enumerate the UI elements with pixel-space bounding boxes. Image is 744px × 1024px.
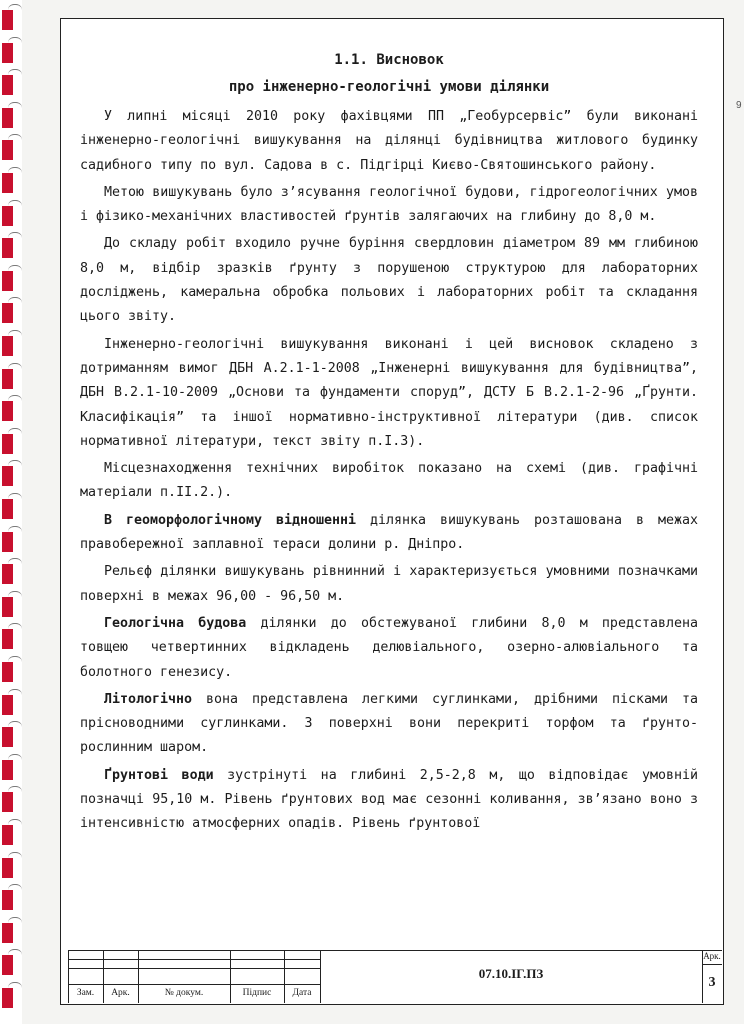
binding-tab bbox=[2, 401, 13, 421]
binding-tab bbox=[2, 760, 13, 780]
binding-ring bbox=[8, 69, 22, 76]
binding-tab bbox=[2, 825, 13, 845]
column-label-ark: Арк. bbox=[111, 988, 130, 998]
binding-ring bbox=[8, 102, 22, 109]
paragraph-lead-term: Геологічна будова bbox=[104, 615, 247, 631]
document-body bbox=[80, 48, 698, 840]
binding-tab bbox=[2, 369, 13, 389]
binding-tab bbox=[2, 75, 13, 95]
binding-tab bbox=[2, 466, 13, 486]
binding-tab bbox=[2, 434, 13, 454]
paragraph-text: ділянка вишукувань розташована в межах правобережної заплавної тераси долини р. Дніпро. bbox=[80, 512, 698, 553]
binding-tab bbox=[2, 532, 13, 552]
binding-tab bbox=[2, 10, 13, 30]
paragraph-text: зустрінуті на глибині 2,5-2,8 м, що відповідає умовній позначці 95,10 м. Рівень ґрунтових вод має сезонні коливання, зв’язано воно з інтенсивністю атмосферних опадів. Рівень ґрунтової bbox=[80, 767, 698, 832]
binding-tab bbox=[2, 923, 13, 943]
binding-ring bbox=[8, 558, 22, 565]
column-label-doc-number: № докум. bbox=[164, 988, 204, 998]
binding-tab bbox=[2, 858, 13, 878]
body-paragraph bbox=[80, 688, 698, 761]
binding-tab bbox=[2, 173, 13, 193]
body-paragraph bbox=[80, 181, 698, 230]
sheet-number: 3 bbox=[708, 975, 716, 990]
paragraph-list bbox=[80, 105, 698, 837]
binding-ring bbox=[8, 37, 22, 44]
body-paragraph bbox=[80, 764, 698, 837]
binding-ring bbox=[8, 460, 22, 467]
paragraph-text: У липні місяці 2010 року фахівцями ПП „Геобурсервіс” були виконані інженерно-геологічні вишукування на ділянці будівництва житлового будинку садибного типу по вул. Садова в с. Підгірці Києво-Святошинського району. bbox=[80, 109, 698, 173]
binding-ring bbox=[8, 363, 22, 370]
binding-tab bbox=[2, 206, 13, 226]
binding-ring bbox=[8, 526, 22, 533]
title-block bbox=[68, 950, 722, 1003]
body-paragraph bbox=[80, 612, 698, 685]
section-subheading: про інженерно-геологічні умови ділянки bbox=[228, 79, 550, 95]
binding-ring bbox=[8, 330, 22, 337]
column-label-zam: Зам. bbox=[76, 988, 95, 998]
body-paragraph bbox=[80, 509, 698, 558]
binding-ring bbox=[8, 134, 22, 141]
binding-tab bbox=[2, 597, 13, 617]
binding-tab bbox=[2, 303, 13, 323]
paragraph-text: Місцезнаходження технічних виробіток показано на схемі (див. графічні матеріали п.ІІ.2.). bbox=[80, 461, 698, 501]
column-label-date: Дата bbox=[292, 988, 312, 998]
binding-tab bbox=[2, 43, 13, 63]
paragraph-text: вона представлена легкими суглинками, дрібними пісками та прісноводними суглинками. З поверхні вони перекриті торфом та ґрунто-рослинним шаром. bbox=[80, 691, 698, 756]
binding-strip bbox=[0, 0, 22, 1024]
paragraph-lead-term: Ґрунтові води bbox=[104, 767, 214, 783]
paragraph-text: Інженерно-геологічні вишукування виконані і цей висновок складено з дотриманням вимог ДБН А.2.1-1-2008 „Інженерні вишукування для будівництва”, ДБН В.2.1-10-2009 „Основи та фундаменти споруд”, ДСТУ Б В.2.1-2-96 „Ґрунти. Класифікація” та іншої нормативно-інструктивної літератури (див. список нормативної літератури, текст звіту п.І.3). bbox=[80, 336, 698, 449]
binding-tab bbox=[2, 695, 13, 715]
sheet-label: Арк. bbox=[703, 951, 721, 961]
binding-ring bbox=[8, 689, 22, 696]
binding-ring bbox=[8, 167, 22, 174]
binding-ring bbox=[8, 754, 22, 761]
binding-ring bbox=[8, 852, 22, 859]
binding-tab bbox=[2, 336, 13, 356]
column-label-signature: Підпис bbox=[242, 988, 272, 998]
body-paragraph bbox=[80, 560, 698, 609]
binding-ring bbox=[8, 917, 22, 924]
binding-ring bbox=[8, 721, 22, 728]
binding-ring bbox=[8, 232, 22, 239]
page-edge-fragment: 9 bbox=[736, 100, 742, 111]
binding-ring bbox=[8, 786, 22, 793]
binding-ring bbox=[8, 623, 22, 630]
body-paragraph bbox=[80, 333, 698, 454]
binding-tab bbox=[2, 238, 13, 258]
binding-tab bbox=[2, 271, 13, 291]
binding-ring bbox=[8, 4, 22, 11]
binding-tab bbox=[2, 499, 13, 519]
document-code: 07.10.ІГ.ПЗ bbox=[478, 966, 544, 981]
binding-ring bbox=[8, 949, 22, 956]
body-paragraph bbox=[80, 232, 698, 329]
binding-ring bbox=[8, 297, 22, 304]
body-paragraph bbox=[80, 457, 698, 506]
section-heading: 1.1. Висновок bbox=[334, 52, 444, 68]
binding-tab bbox=[2, 727, 13, 747]
binding-tab bbox=[2, 890, 13, 910]
binding-ring bbox=[8, 982, 22, 989]
paragraph-text: До складу робіт входило ручне буріння свердловин діаметром 89 мм глибиною 8,0 м, відбір зразків ґрунту з порушеною структурою для лабораторних досліджень, камеральна обробка польових і лабораторних робіт та складання цього звіту. bbox=[80, 236, 698, 325]
binding-ring bbox=[8, 656, 22, 663]
binding-tab bbox=[2, 988, 13, 1008]
binding-ring bbox=[8, 265, 22, 272]
binding-tab bbox=[2, 629, 13, 649]
binding-ring bbox=[8, 395, 22, 402]
binding-tab bbox=[2, 955, 13, 975]
paragraph-text: Рельєф ділянки вишукувань рівнинний і характеризується умовними позначками поверхні в межах 96,00 - 96,50 м. bbox=[80, 564, 698, 604]
binding-tab bbox=[2, 140, 13, 160]
binding-tab bbox=[2, 792, 13, 812]
binding-ring bbox=[8, 493, 22, 500]
binding-ring bbox=[8, 200, 22, 207]
body-paragraph bbox=[80, 105, 698, 178]
paragraph-lead-term: Літологічно bbox=[104, 691, 193, 707]
binding-ring bbox=[8, 428, 22, 435]
binding-tab bbox=[2, 108, 13, 128]
paragraph-lead-term: В геоморфологічному відношенні bbox=[104, 512, 357, 528]
binding-tab bbox=[2, 564, 13, 584]
binding-tab bbox=[2, 662, 13, 682]
paragraph-text: Метою вишукувань було з’ясування геологічної будови, гідрогеологічних умов і фізико-механічних властивостей ґрунтів залягаючих на глибину до 8,0 м. bbox=[80, 184, 698, 225]
binding-ring bbox=[8, 591, 22, 598]
paragraph-text: ділянки до обстежуваної глибини 8,0 м представлена товщею четвертинних відкладень делювіального, озерно-алювіального та болотного генезису. bbox=[80, 615, 698, 680]
binding-ring bbox=[8, 884, 22, 891]
binding-ring bbox=[8, 819, 22, 826]
